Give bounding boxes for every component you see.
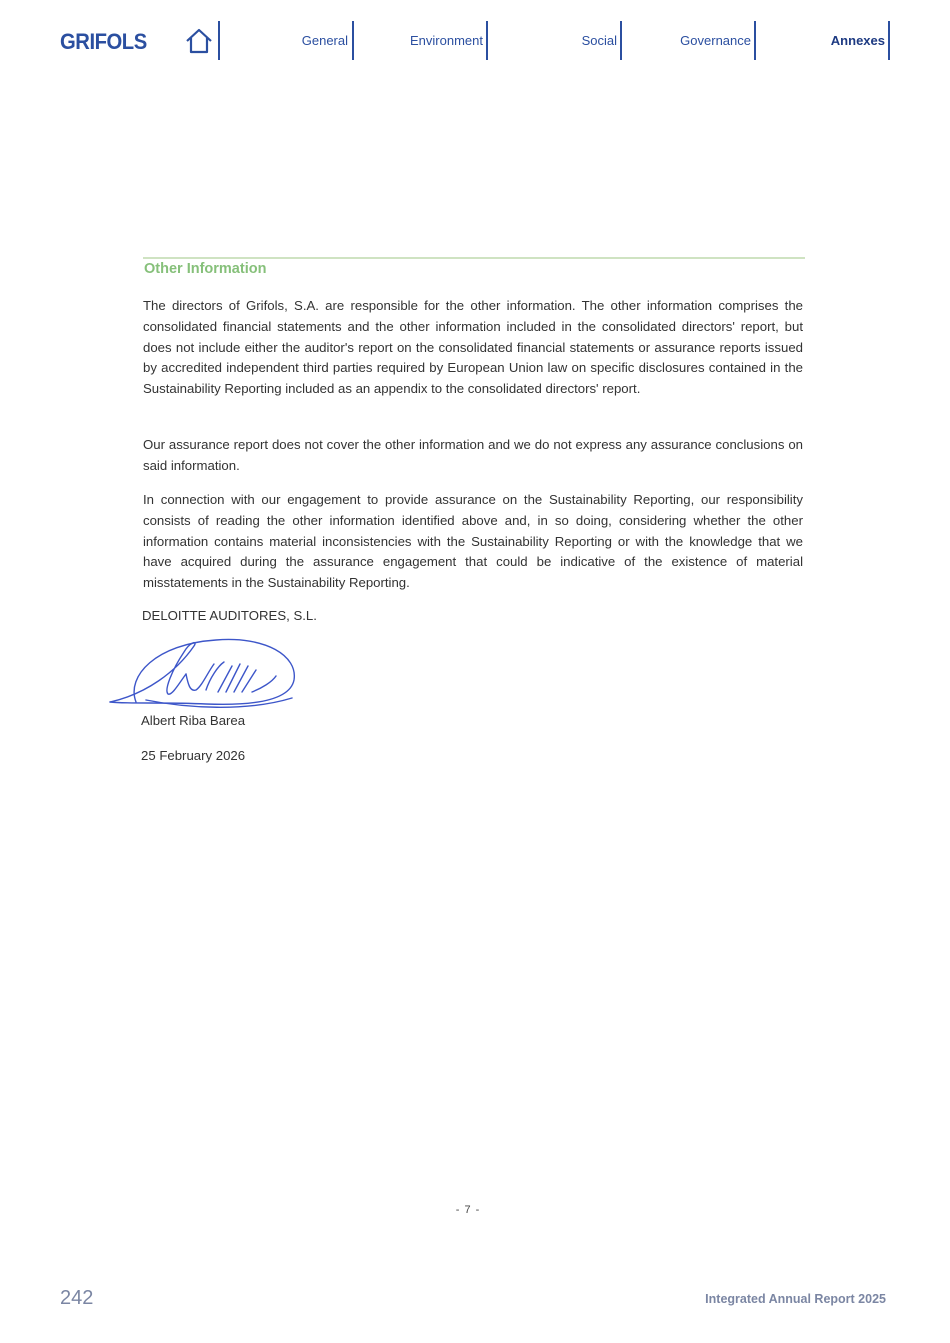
paragraph-responsibility: In connection with our engagement to provide assurance on the Sustainability Reporting, our responsibility consists of reading the other information identified above and, in so doing, considering whether the other information contains material inconsistencies with the Sustainability Reporting or with the knowledge that we have acquired during the assurance engagement that could be indicative of the existence of material misstatements in the Sustainability Reporting. bbox=[143, 492, 803, 591]
scan-page-number: - 7 - bbox=[455, 1204, 481, 1216]
nav-governance[interactable]: Governance bbox=[680, 33, 751, 48]
signer-name: Albert Riba Barea bbox=[141, 713, 246, 728]
nav-annexes[interactable]: Annexes bbox=[830, 33, 885, 48]
report-title: Integrated Annual Report 2025 bbox=[705, 1292, 886, 1306]
paragraph-assurance-scope: Our assurance report does not cover the other information and we do not express any assurance conclusions on said information. bbox=[143, 437, 803, 473]
page-number: 242 bbox=[60, 1287, 94, 1309]
firm-name: DELOITTE AUDITORES, S.L. bbox=[142, 608, 317, 623]
signature-image bbox=[106, 632, 306, 712]
section-title: Other Information bbox=[144, 261, 267, 277]
section-rule bbox=[143, 257, 805, 259]
nav-general[interactable]: General bbox=[301, 33, 348, 48]
paragraph-other-information: The directors of Grifols, S.A. are responsible for the other information. The other information comprises the consolidated financial statements and the other information included in the consolidated directors' report, but does not include either the auditor's report on the consolidated financial statements or assurance reports issued by accredited independent third parties required by European Union law on specific disclosures contained in the Sustainability Reporting included as an appendix to the consolidated directors' report. bbox=[143, 298, 803, 397]
grifols-logo[interactable]: GRIFOLS bbox=[60, 29, 147, 54]
nav-environment[interactable]: Environment bbox=[410, 33, 483, 48]
signature-date: 25 February 2026 bbox=[141, 748, 246, 763]
nav-social[interactable]: Social bbox=[581, 33, 617, 48]
